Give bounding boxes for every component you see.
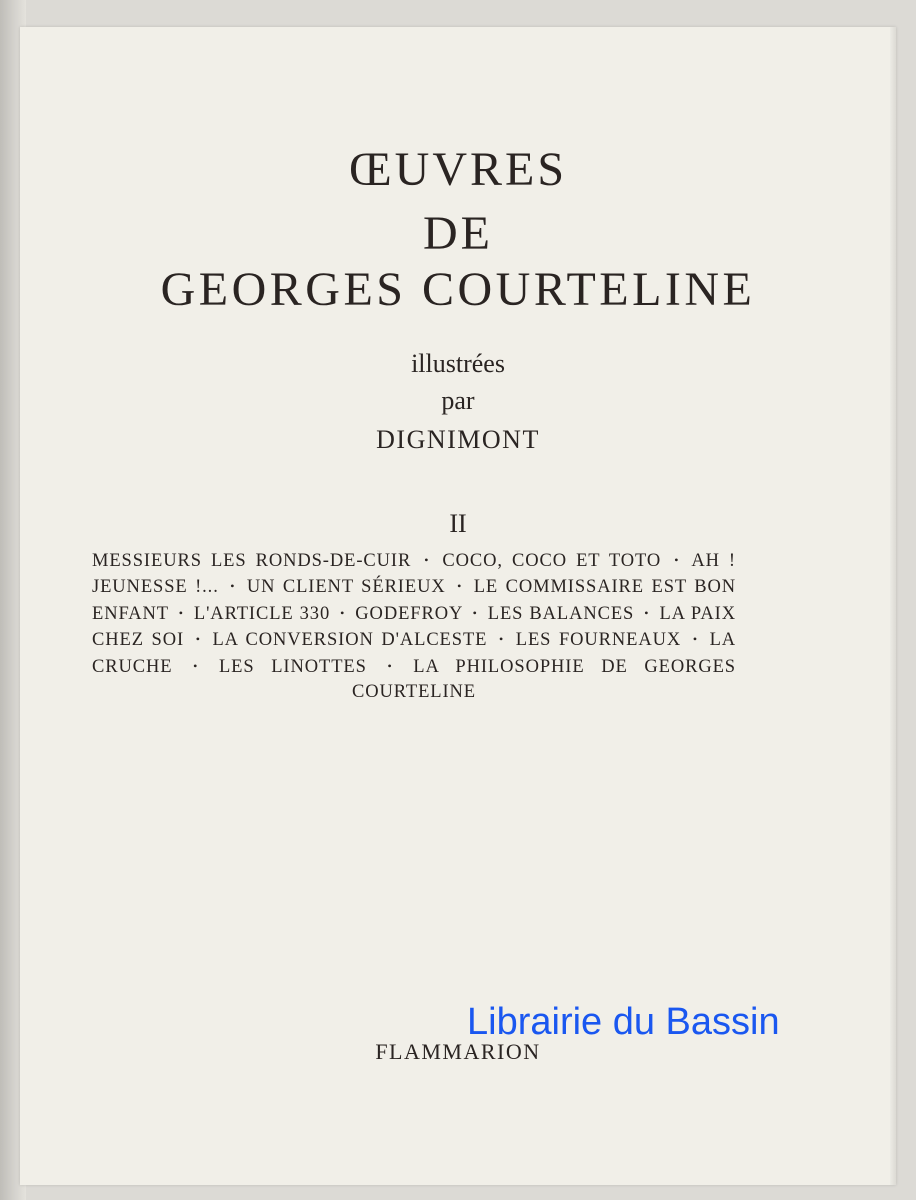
contents-item: UN CLIENT SÉRIEUX bbox=[246, 577, 446, 598]
subtitle-par: par bbox=[441, 386, 475, 415]
bullet-separator: • bbox=[195, 632, 201, 647]
illustrator-name: DIGNIMONT bbox=[376, 425, 540, 454]
bullet-separator: • bbox=[472, 605, 478, 620]
bullet-separator: • bbox=[340, 605, 346, 620]
contents-item: LA CONVERSION D'ALCESTE bbox=[212, 630, 488, 651]
bullet-separator: • bbox=[692, 632, 698, 647]
bullet-separator: • bbox=[424, 553, 430, 567]
contents-list bbox=[92, 548, 736, 705]
contents-item: LES FOURNEAUX bbox=[515, 630, 682, 651]
contents-item: L'ARTICLE 330 bbox=[193, 603, 331, 624]
bullet-separator: • bbox=[644, 605, 650, 620]
contents-item: LA CRUCHE bbox=[92, 630, 737, 677]
title-line-1: ŒUVRES bbox=[348, 143, 568, 196]
watermark-text: Librairie du Bassin bbox=[467, 1001, 780, 1043]
bullet-separator: • bbox=[230, 579, 236, 594]
contents-item: COCO, COCO ET TOTO bbox=[442, 551, 662, 571]
page-edge bbox=[890, 27, 896, 1185]
contents-item: AH ! JEUNESSE !... bbox=[92, 551, 736, 598]
bullet-separator: • bbox=[193, 658, 199, 673]
subtitle-illustrees: illustrées bbox=[411, 349, 505, 378]
bullet-separator: • bbox=[387, 658, 393, 673]
title-line-2: DE bbox=[423, 207, 493, 260]
bullet-separator: • bbox=[674, 553, 680, 567]
bullet-separator: • bbox=[178, 605, 184, 620]
contents-item: MESSIEURS LES RONDS-DE-CUIR bbox=[92, 551, 412, 571]
publisher-name: FLAMMARION bbox=[375, 1039, 541, 1064]
contents-item: LA PHILOSOPHIE DE GEORGES COURTELINE bbox=[351, 656, 736, 703]
contents-item: LES LINOTTES bbox=[218, 656, 367, 677]
title-line-3: GEORGES COURTELINE bbox=[160, 263, 756, 316]
contents-item: LES BALANCES bbox=[487, 603, 635, 624]
bullet-separator: • bbox=[499, 632, 505, 647]
volume-number: II bbox=[449, 509, 467, 538]
contents-item: LA PAIX CHEZ SOI bbox=[92, 603, 736, 651]
contents-item: LE COMMISSAIRE EST BON ENFANT bbox=[92, 577, 736, 624]
contents-item: GODEFROY bbox=[355, 603, 463, 624]
bullet-separator: • bbox=[457, 579, 463, 594]
